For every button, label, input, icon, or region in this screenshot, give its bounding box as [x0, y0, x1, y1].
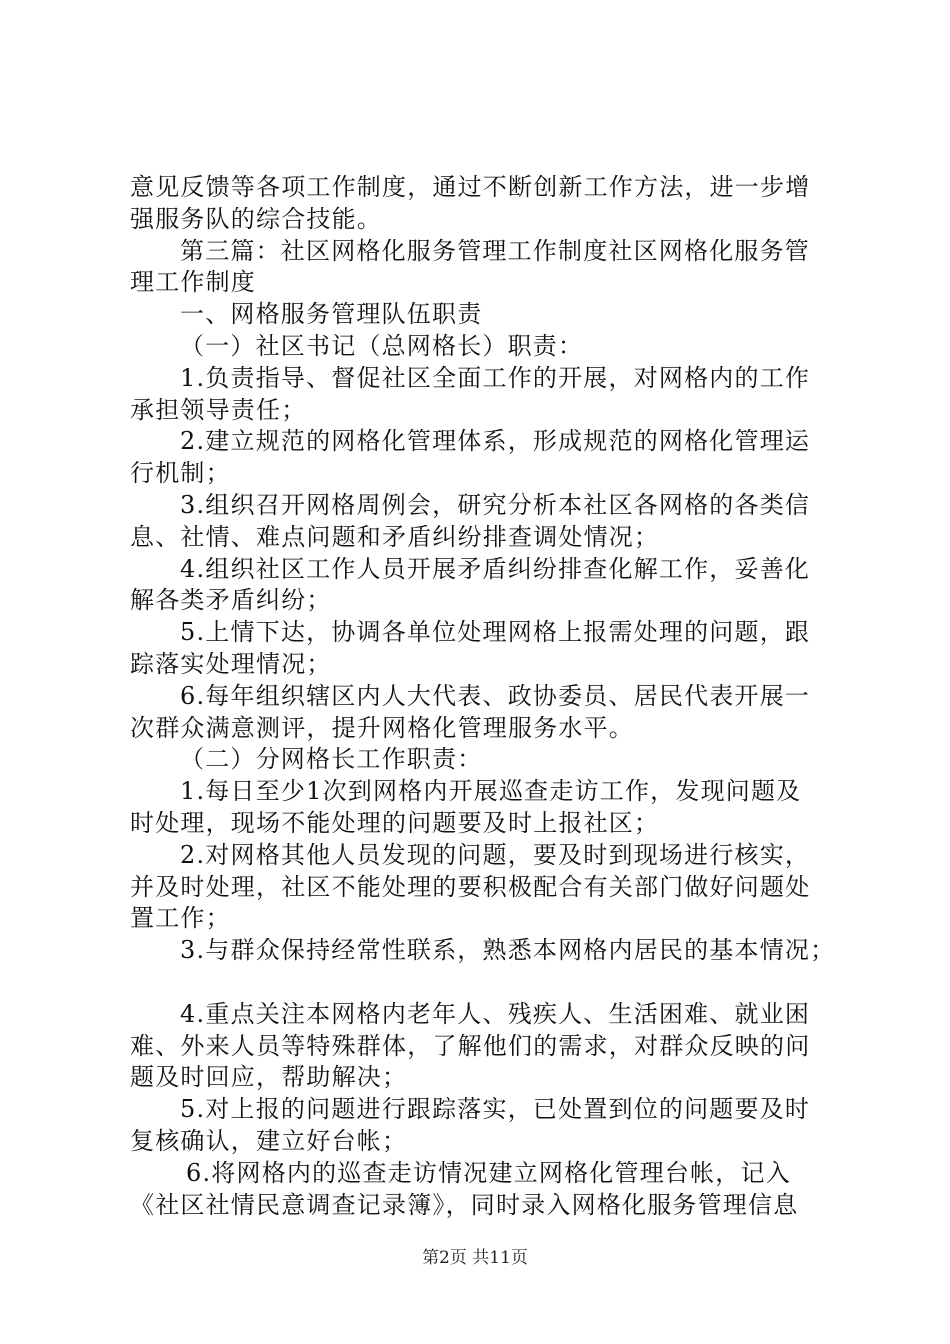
text-line: 时处理，现场不能处理的问题要及时上报社区； [130, 808, 660, 837]
page-number-footer: 第2页 共11页 [422, 1248, 528, 1268]
text-line: 第三篇：社区网格化服务管理工作制度社区网格化服务管 [180, 236, 810, 265]
text-line: 次群众满意测评，提升网格化管理服务水平。 [130, 713, 634, 742]
text-line: 2.对网格其他人员发现的问题，要及时到现场进行核实， [180, 840, 811, 869]
document-body [130, 172, 840, 1221]
text-line: 4.组织社区工作人员开展矛盾纠纷排查化解工作，妥善化 [180, 554, 811, 583]
text-line: 息、社情、难点问题和矛盾纠纷排查调处情况； [130, 522, 660, 551]
text-line: 1.负责指导、督促社区全面工作的开展，对网格内的工作 [180, 363, 811, 392]
text-line: 《社区社情民意调查记录簿》，同时录入网格化服务管理信息 [130, 1190, 799, 1219]
text-line: 强服务队的综合技能。 [130, 204, 382, 233]
text-line: 复核确认，建立好台帐； [130, 1126, 408, 1155]
text-line: 置工作； [130, 904, 231, 933]
text-line: 并及时处理，社区不能处理的要积极配合有关部门做好问题处 [130, 872, 811, 901]
text-line [130, 967, 840, 999]
text-line: 意见反馈等各项工作制度，通过不断创新工作方法，进一步增 [130, 173, 811, 201]
text-line: 3.组织召开网格周例会，研究分析本社区各网格的各类信 [180, 490, 811, 519]
text-line: 3.与群众保持经常性联系，熟悉本网格内居民的基本情况； [180, 936, 836, 965]
text-line: 1.每日至少1次到网格内开展巡查走访工作，发现问题及 [180, 777, 802, 806]
text-line: 踪落实处理情况； [130, 649, 332, 678]
text-line: 6.每年组织辖区内人大代表、政协委员、居民代表开展一 [180, 681, 811, 710]
text-line: （一）社区书记（总网格长）职责： [180, 331, 584, 360]
text-line: 行机制； [130, 459, 231, 488]
text-line: 一、网格服务管理队伍职责 [180, 300, 483, 329]
text-line: 理工作制度 [130, 268, 256, 297]
text-line: 承担领导责任； [130, 395, 307, 424]
text-line: 题及时回应，帮助解决； [130, 1063, 408, 1092]
text-line: 2.建立规范的网格化管理体系，形成规范的网格化管理运 [180, 427, 811, 456]
text-line: 6.将网格内的巡查走访情况建立网格化管理台帐，记入 [186, 1158, 791, 1187]
text-line: 难、外来人员等特殊群体，了解他们的需求，对群众反映的问 [130, 1031, 811, 1060]
text-line: 5.对上报的问题进行跟踪落实，已处置到位的问题要及时 [180, 1095, 811, 1124]
text-line: （二）分网格长工作职责： [180, 745, 483, 774]
text-line: 4.重点关注本网格内老年人、残疾人、生活困难、就业困 [180, 999, 811, 1028]
text-line: 解各类矛盾纠纷； [130, 586, 332, 615]
text-line: 5.上情下达，协调各单位处理网格上报需处理的问题，跟 [180, 618, 811, 647]
